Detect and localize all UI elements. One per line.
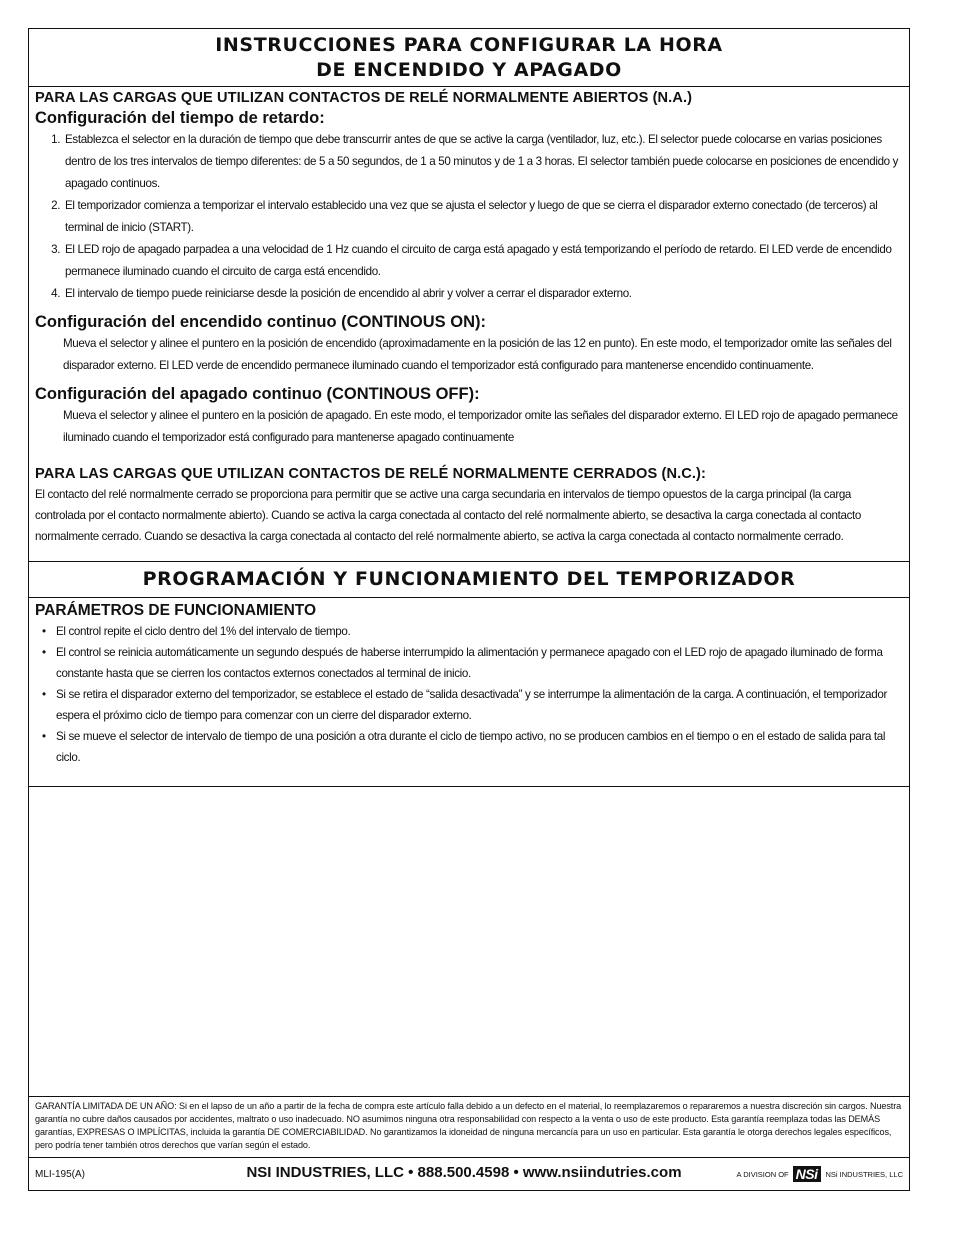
model-number: MLI-195(A) [35,1169,86,1180]
company-contact: NSI INDUSTRIES, LLC • 888.500.4598 • www.nsiindutries.com [246,1164,682,1181]
delay-step: 3. El LED rojo de apagado parpadea a una velocidad de 1 Hz cuando el circuito de carga está apagado y está temporizando el período de retardo. El LED verde de encendido permanece iluminado cuando el circuito de carga está encendido. [63,239,901,283]
footer [29,1158,909,1190]
params-bullet: • Si se mueve el selector de intervalo de tiempo de una posición a otra durante el ciclo de tiempo activo, no se producen cambios en el tiempo o en el estado de salida para tal ciclo. [56,726,901,768]
continuous-on-heading: Configuración del encendido continuo (CONTINOUS ON): [35,313,486,331]
instruction-sheet [28,28,910,1191]
operation-parameters-section [29,598,909,787]
division-credit [737,1166,903,1182]
delay-step: 1. Establezca el selector en la duración de tiempo que debe transcurrir antes de que se active la carga (ventilador, luz, etc.). El selector puede colocarse en varias posiciones dentro de los tres intervalos de tiempo diferentes: de 5 a 50 segundos, de 1 a 50 minutos y de 1 a 3 horas. El selector también puede colocarse en posiciones de encendido y apagado continuos. [63,129,901,195]
relay-instructions-section [29,87,909,562]
nc-section-text: El contacto del relé normalmente cerrado se proporciona para permitir que se active una carga secundaria en intervalos de tiempo opuestos de la carga principal (la carga controlada por el contacto normalmente abierto). Cuando se activa la carga conectada al contacto del relé normalmente abierto, se desactiva la carga conectada al contacto normalmente cerrado. Cuando se desactiva la carga conectada al contacto del relé normalmente abierto, se activa la carga conectada al contacto normalmente cerrado. [35,488,862,543]
params-bullet: • Si se retira el disparador externo del temporizador, se establece el estado de “salida desactivada” y se interrumpe la alimentación de la carga. A continuación, el temporizador espera el próximo ciclo de tiempo para comenzar con un cierre del disparador externo. [56,684,901,726]
division-suffix: NSi INDUSTRIES, LLC [825,1169,903,1179]
no-section-heading: PARA LAS CARGAS QUE UTILIZAN CONTACTOS DE RELÉ NORMALMENTE ABIERTOS (N.A.) [35,90,693,106]
division-prefix: A DIVISION OF [736,1169,789,1179]
delay-step: 2. El temporizador comienza a temporizar el intervalo establecido una vez que se ajusta el selector y luego de que se cierra el disparador externo conectado (de terceros) al terminal de inicio (START). [63,195,901,239]
params-list [29,621,909,768]
blank-area [29,787,909,1097]
continuous-off-text: Mueva el selector y alinee el puntero en la posición de apagado. En este modo, el temporizador omite las señales del disparador externo. El LED rojo de apagado permanece iluminado cuando el temporizador está configurado para mantenerse apagado continuamente [63,409,898,444]
params-heading: PARÁMETROS DE FUNCIONAMIENTO [35,602,317,619]
continuous-on-text: Mueva el selector y alinee el puntero en la posición de encendido (aproximadamente en la posición de las 12 en punto). En este modo, el temporizador omite las señales del disparador externo. El LED verde de encendido permanece iluminado cuando el temporizador está configurado para mantenerse encendido continuamente. [63,337,892,372]
params-bullet: • El control se reinicia automáticamente un segundo después de haberse interrumpido la alimentación y permanece apagado con el LED rojo de apagado iluminado de forma constante hasta que se cierren los contactos externos conectados al terminal de inicio. [56,642,901,684]
main-title-box [29,29,909,87]
main-title-line2: DE ENCENDIDO Y APAGADO [316,59,622,81]
params-bullet: • El control repite el ciclo dentro del 1% del intervalo de tiempo. [56,621,901,642]
delay-steps-list [29,129,909,305]
continuous-off-heading: Configuración del apagado continuo (CONTINOUS OFF): [35,385,480,403]
warranty-text: GARANTÍA LIMITADA DE UN AÑO: Si en el lapso de un año a partir de la fecha de compra este artículo falla debido a un defecto en el material, lo reemplazaremos o repararemos a nuestra discreción sin cargos. Nuestra garantía no cubre daños causados por accidentes, maltrato o uso inadecuado. NO asumimos ninguna otra responsabilidad con respecto a la venta o uso de este producto. Esta garantía reemplaza todas las DEMÁS garantías, EXPRESAS O IMPLÍCITAS, incluida la garantía DE COMERCIABILIDAD. No garantizamos la idoneidad de ninguna mercancía para un uso en particular. Esta garantía le otorga derechos legales específicos, pero podría tener también otros derechos que varían según el estado. [29,1097,909,1158]
program-title: PROGRAMACIÓN Y FUNCIONAMIENTO DEL TEMPORIZADOR [142,568,796,590]
main-title-line1: INSTRUCCIONES PARA CONFIGURAR LA HORA [215,34,723,56]
delay-config-heading: Configuración del tiempo de retardo: [35,109,325,127]
nc-section-heading: PARA LAS CARGAS QUE UTILIZAN CONTACTOS DE RELÉ NORMALMENTE CERRADOS (N.C.): [35,466,706,482]
program-title-box [29,562,909,598]
nsi-logo: NSi [793,1166,822,1182]
delay-step: 4. El intervalo de tiempo puede reiniciarse desde la posición de encendido al abrir y volver a cerrar el disparador externo. [63,283,901,305]
